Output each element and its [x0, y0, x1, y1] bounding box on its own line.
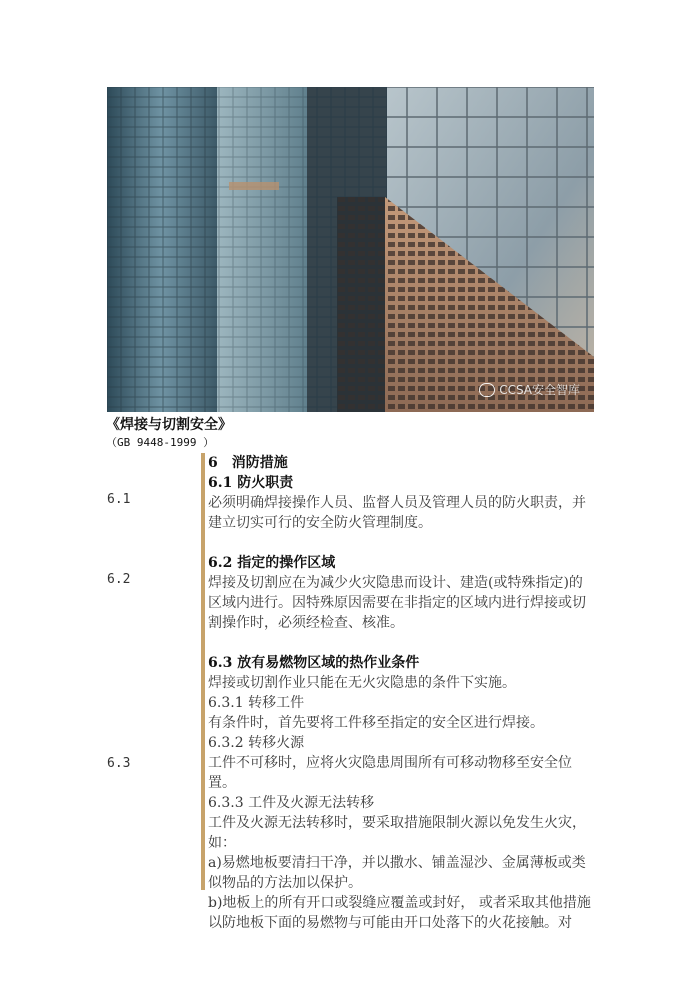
watermark-text: CCSA安全智库: [499, 383, 580, 397]
side-number-6-3: 6.3: [107, 756, 131, 771]
item-b: b)地板上的所有开口或裂缝应覆盖或封好， 或者采取其他措施以防地板下面的易燃物与可能由开口处落下的火花接触。对: [208, 895, 591, 931]
section-accent-bar: [201, 453, 205, 890]
wechat-logo-icon: [479, 383, 495, 397]
item-a: a)易燃地板要清扫干净，并以撒水、铺盖湿沙、金属薄板或类似物品的方法加以保护。: [208, 855, 586, 891]
section-6-1-body: 必须明确焊接操作人员、监督人员及管理人员的防火职责，并建立切实可行的安全防火管理制度。: [208, 495, 586, 531]
watermark: [479, 381, 580, 398]
section-6-3-1-heading: 6.3.1 转移工件: [208, 695, 305, 711]
section-6-3-body: 焊接或切割作业只能在无火灾隐患的条件下实施。: [208, 675, 516, 691]
header-photo-buildings: [107, 87, 594, 412]
document-title: 《焊接与切割安全》: [106, 417, 232, 433]
section-6-3-heading: 6.3 放有易燃物区域的热作业条件: [208, 655, 420, 671]
side-number-6-1: 6.1: [107, 492, 131, 507]
regulation-content: [208, 453, 596, 933]
section-6-2-heading: 6.2 指定的操作区域: [208, 555, 336, 571]
section-6-3-2-body: 工件不可移时，应将火灾隐患周围所有可移动物移至安全位置。: [208, 755, 572, 791]
standard-code: （GB 9448-1999 ）: [106, 436, 215, 449]
section-6-heading: 6 消防措施: [208, 455, 288, 471]
section-6-2-body: 焊接及切割应在为减少火灾隐患而设计、建造(或特殊指定)的区域内进行。因特殊原因需要在非指定的区域内进行焊接或切割操作时，必须经检查、核准。: [208, 575, 586, 631]
side-number-6-2: 6.2: [107, 572, 131, 587]
section-6-3-3-body: 工件及火源无法转移时，要采取措施限制火源以免发生火灾，如：: [208, 815, 586, 851]
section-6-3-3-heading: 6.3.3 工件及火源无法转移: [208, 795, 375, 811]
section-6-1-heading: 6.1 防火职责: [208, 475, 294, 491]
skyscraper-illustration: [107, 87, 594, 412]
section-6-3-1-body: 有条件时，首先要将工件移至指定的安全区进行焊接。: [208, 715, 544, 731]
section-6-3-2-heading: 6.3.2 转移火源: [208, 735, 305, 751]
